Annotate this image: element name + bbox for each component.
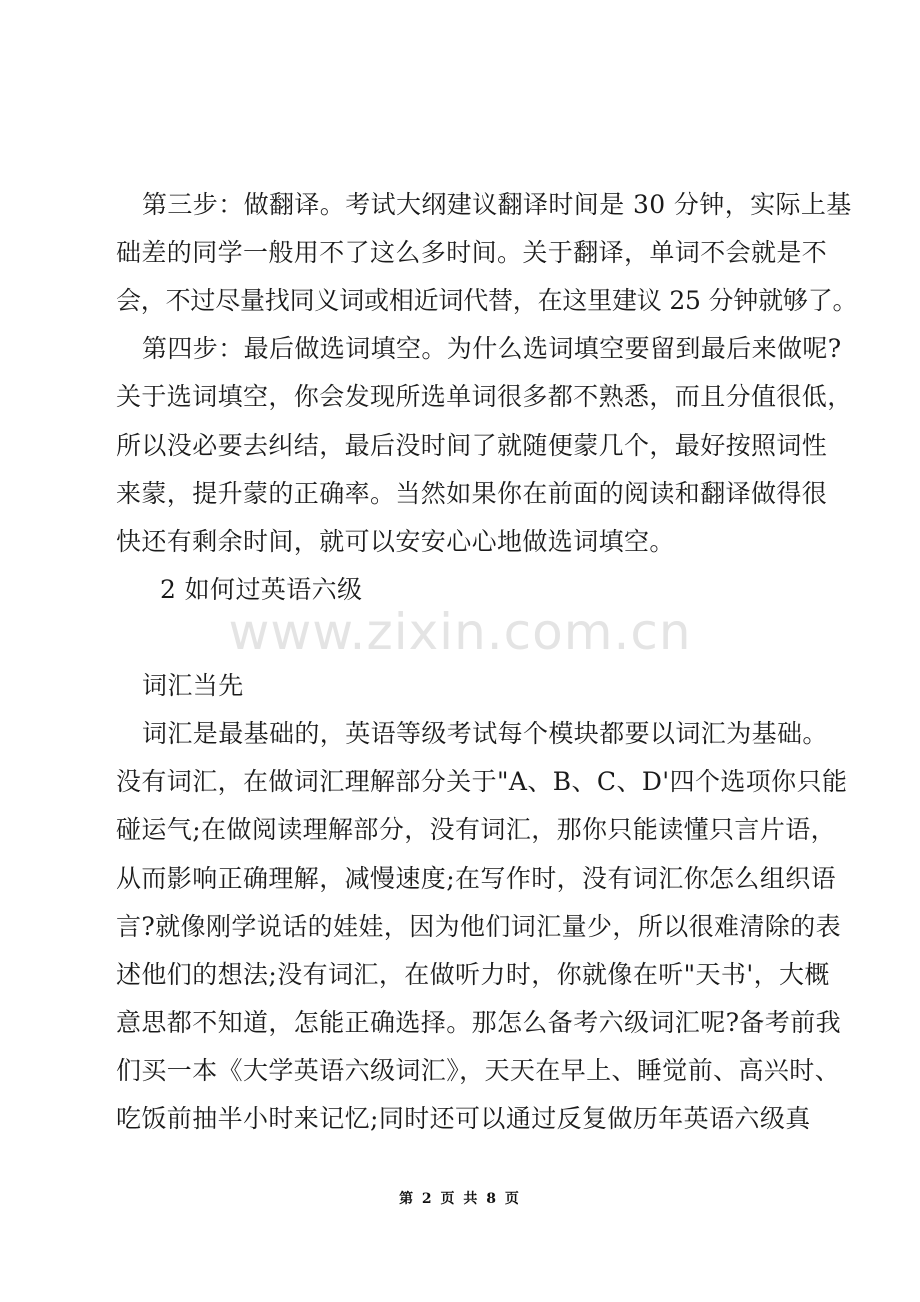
paragraph-line: 础差的同学一般用不了这么多时间。关于翻译，单词不会就是不: [116, 238, 828, 267]
paragraph-line: 所以没必要去纠结，最后没时间了就随便蒙几个，最好按照词性: [116, 431, 828, 460]
paragraph-line: 们买一本《大学英语六级词汇》，天天在早上、睡觉前、高兴时、: [116, 1056, 841, 1085]
paragraph-line: 会，不过尽量找同义词或相近词代替，在这里建议 25 分钟就够了。: [116, 286, 858, 315]
paragraph-line: 吃饭前抽半小时来记忆;同时还可以通过反复做历年英语六级真: [116, 1104, 811, 1133]
paragraph-line: 言?就像刚学说话的娃娃，因为他们词汇量少，所以很难清除的表: [116, 912, 842, 941]
paragraph-line: 述他们的想法;没有词汇，在做听力时，你就像在听"天书'，大概: [116, 960, 830, 989]
page-number-footer: 第 2 页 共 8 页: [399, 1191, 521, 1207]
paragraph-line: 关于选词填空，你会发现所选单词很多都不熟悉，而且分值很低，: [116, 382, 853, 411]
paragraph-line: 碰运气;在做阅读理解部分，没有词汇，那你只能读懂只言片语，: [116, 815, 837, 844]
paragraph-line: 从而影响正确理解，减慢速度;在写作时，没有词汇你怎么组织语: [116, 864, 837, 893]
paragraph-line: 意思都不知道，怎能正确选择。那怎么备考六级词汇呢?备考前我: [116, 1008, 842, 1037]
paragraph-line: 第四步：最后做选词填空。为什么选词填空要留到最后来做呢?: [142, 334, 842, 363]
paragraph-line: 第三步：做翻译。考试大纲建议翻译时间是 30 分钟，实际上基: [142, 190, 852, 219]
paragraph-line: 快还有剩余时间，就可以安安心心地做选词填空。: [116, 527, 675, 556]
section-heading: 2 如何过英语六级: [160, 575, 363, 604]
paragraph-line: 来蒙，提升蒙的正确率。当然如果你在前面的阅读和翻译做得很: [116, 479, 828, 508]
subheading: 词汇当先: [142, 671, 244, 700]
paragraph-line: 词汇是最基础的，英语等级考试每个模块都要以词汇为基础。: [142, 719, 828, 748]
paragraph-line: 没有词汇，在做词汇理解部分关于"A、B、C、D'四个选项你只能: [116, 767, 848, 796]
watermark: www.zixin.com.cn: [228, 603, 692, 661]
